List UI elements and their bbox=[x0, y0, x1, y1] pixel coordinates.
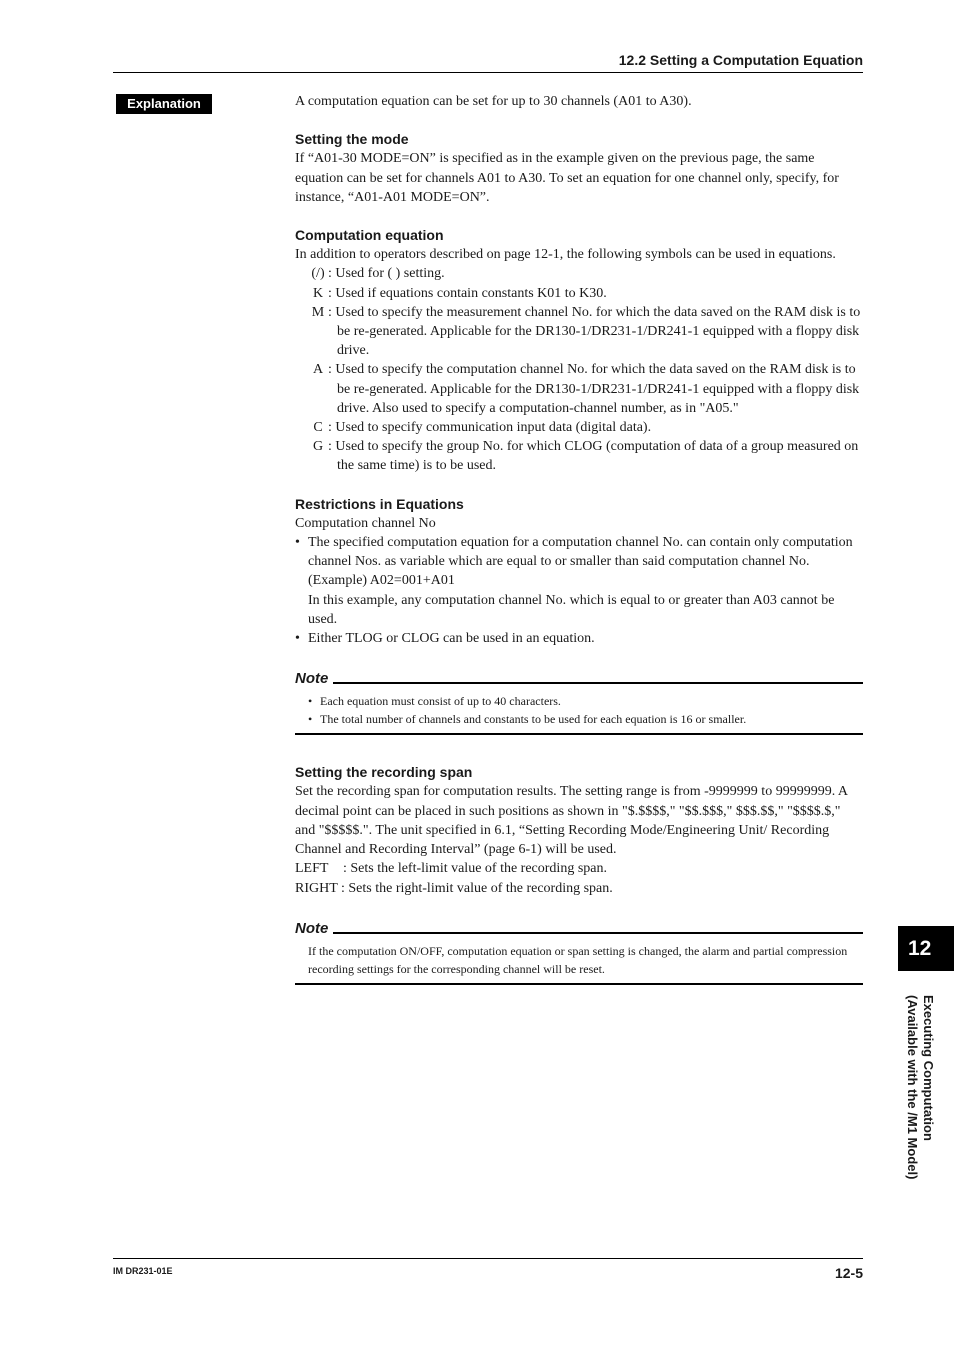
restrictions-heading: Restrictions in Equations bbox=[295, 495, 464, 512]
equation-text: In addition to operators described on page 12-1, the following symbols can be used in equations. bbox=[295, 247, 836, 263]
symbol-row bbox=[308, 264, 863, 283]
symbol-list bbox=[295, 264, 863, 475]
note-item bbox=[308, 692, 863, 710]
explanation-tag: Explanation bbox=[116, 94, 212, 114]
main-content bbox=[295, 92, 863, 985]
bullet-glyph: • bbox=[295, 631, 300, 647]
chapter-tab: 12 bbox=[898, 926, 954, 971]
span-left-desc: : Sets the left-limit value of the recording span. bbox=[343, 861, 607, 877]
note-rule bbox=[333, 932, 863, 934]
span-text: Set the recording span for computation results. The setting range is from -9999999 to 99999999. A decimal point can be placed in such positions as shown in "$.$$$$," "$$.$$$," $$$.$$," "$$$$.$," and "$$$$$.". The unit specified in 6.1, “Setting Recording Mode/Engineering Unit/ Recording Channel and Recording Interval” (page 6-1) will be used. bbox=[295, 784, 848, 858]
chapter-side-label bbox=[902, 995, 936, 1210]
note-item bbox=[308, 710, 863, 728]
note-label: Note bbox=[295, 919, 329, 937]
restriction-text: The specified computation equation for a computation channel No. can contain only computation channel Nos. as variable which are equal to or smaller than said computation channel No. bbox=[308, 535, 853, 570]
span-right-row bbox=[295, 879, 863, 898]
mode-heading: Setting the mode bbox=[295, 131, 409, 148]
span-right-desc: : Sets the right-limit value of the recording span. bbox=[341, 880, 613, 896]
symbol-key: (/) bbox=[311, 266, 325, 282]
footer-doc-id: IM DR231-01E bbox=[113, 1266, 173, 1276]
restriction-explanation: In this example, any computation channel No. which is equal to or greater than A03 cannot be used. bbox=[308, 592, 835, 627]
symbol-key: K bbox=[312, 285, 324, 301]
symbol-desc: : Used for ( ) setting. bbox=[328, 266, 445, 282]
symbol-key: C bbox=[313, 420, 323, 436]
equation-heading: Computation equation bbox=[295, 227, 444, 244]
bullet-glyph: • bbox=[295, 535, 300, 551]
symbol-key: M bbox=[311, 304, 325, 320]
symbol-key: G bbox=[312, 439, 324, 455]
note-rule bbox=[333, 682, 863, 684]
header-rule bbox=[113, 72, 863, 73]
bullet-glyph: • bbox=[308, 694, 313, 709]
symbol-desc: : Used to specify the computation channel No. for which the data saved on the RAM disk is to be re-generated. Applicable for the DR130-1/DR231-1/DR241-1 equipped with a floppy disk drive. Also used to specify a computation-channel number, as in "A05." bbox=[328, 362, 860, 416]
note-box bbox=[295, 667, 863, 735]
symbol-desc: : Used to specify the measurement channel No. for which the data saved on the RAM disk is to be re-generated. Applicable for the DR130-1/DR231-1/DR241-1 equipped with a floppy disk drive. bbox=[328, 304, 861, 359]
symbol-row bbox=[308, 360, 863, 418]
note-item-text: Each equation must consist of up to 40 characters. bbox=[320, 694, 561, 709]
span-right-key: RIGHT bbox=[295, 880, 338, 896]
page-header-title: 12.2 Setting a Computation Equation bbox=[618, 52, 863, 68]
footer-rule bbox=[113, 1258, 863, 1259]
restriction-bullet bbox=[295, 533, 863, 629]
symbol-row bbox=[308, 284, 863, 303]
note-item-text: The total number of channels and constants to be used for each equation is 16 or smaller. bbox=[320, 712, 747, 727]
span-left-row bbox=[295, 859, 863, 878]
note-box bbox=[295, 917, 863, 985]
intro-text: A computation equation can be set for up to 30 channels (A01 to A30). bbox=[295, 94, 692, 109]
symbol-row bbox=[308, 437, 863, 475]
restrictions-subheading: Computation channel No bbox=[295, 515, 436, 531]
symbol-desc: : Used to specify the group No. for which CLOG (computation of data of a group measured on the same time) is to be used. bbox=[328, 439, 859, 474]
symbol-row bbox=[308, 303, 863, 361]
note-text: If the computation ON/OFF, computation equation or span setting is changed, the alarm and partial compression recording settings for the corresponding channel will be reset. bbox=[295, 937, 863, 985]
chapter-side-line: (Available with the /M1 Model) bbox=[905, 995, 920, 1180]
restriction-example: (Example) A02=001+A01 bbox=[308, 573, 455, 589]
chapter-side-line: Executing Computation bbox=[921, 995, 936, 1141]
footer-page-number: 12-5 bbox=[834, 1265, 863, 1281]
restriction-bullet bbox=[295, 629, 863, 648]
symbol-desc: : Used if equations contain constants K01 to K30. bbox=[328, 285, 607, 301]
span-left-key: LEFT bbox=[295, 861, 329, 877]
bullet-glyph: • bbox=[308, 712, 313, 727]
span-heading: Setting the recording span bbox=[295, 764, 473, 781]
symbol-key: A bbox=[312, 362, 324, 378]
symbol-row bbox=[308, 418, 863, 437]
symbol-desc: : Used to specify communication input data (digital data). bbox=[328, 420, 652, 436]
restriction-text: Either TLOG or CLOG can be used in an equation. bbox=[308, 631, 595, 647]
note-label: Note bbox=[295, 670, 329, 688]
mode-text: If “A01-30 MODE=ON” is specified as in the example given on the previous page, the same equation can be set for channels A01 to A30. To set an equation for one channel only, specify, for instance, “A01-A01 MODE=ON”. bbox=[295, 151, 839, 205]
